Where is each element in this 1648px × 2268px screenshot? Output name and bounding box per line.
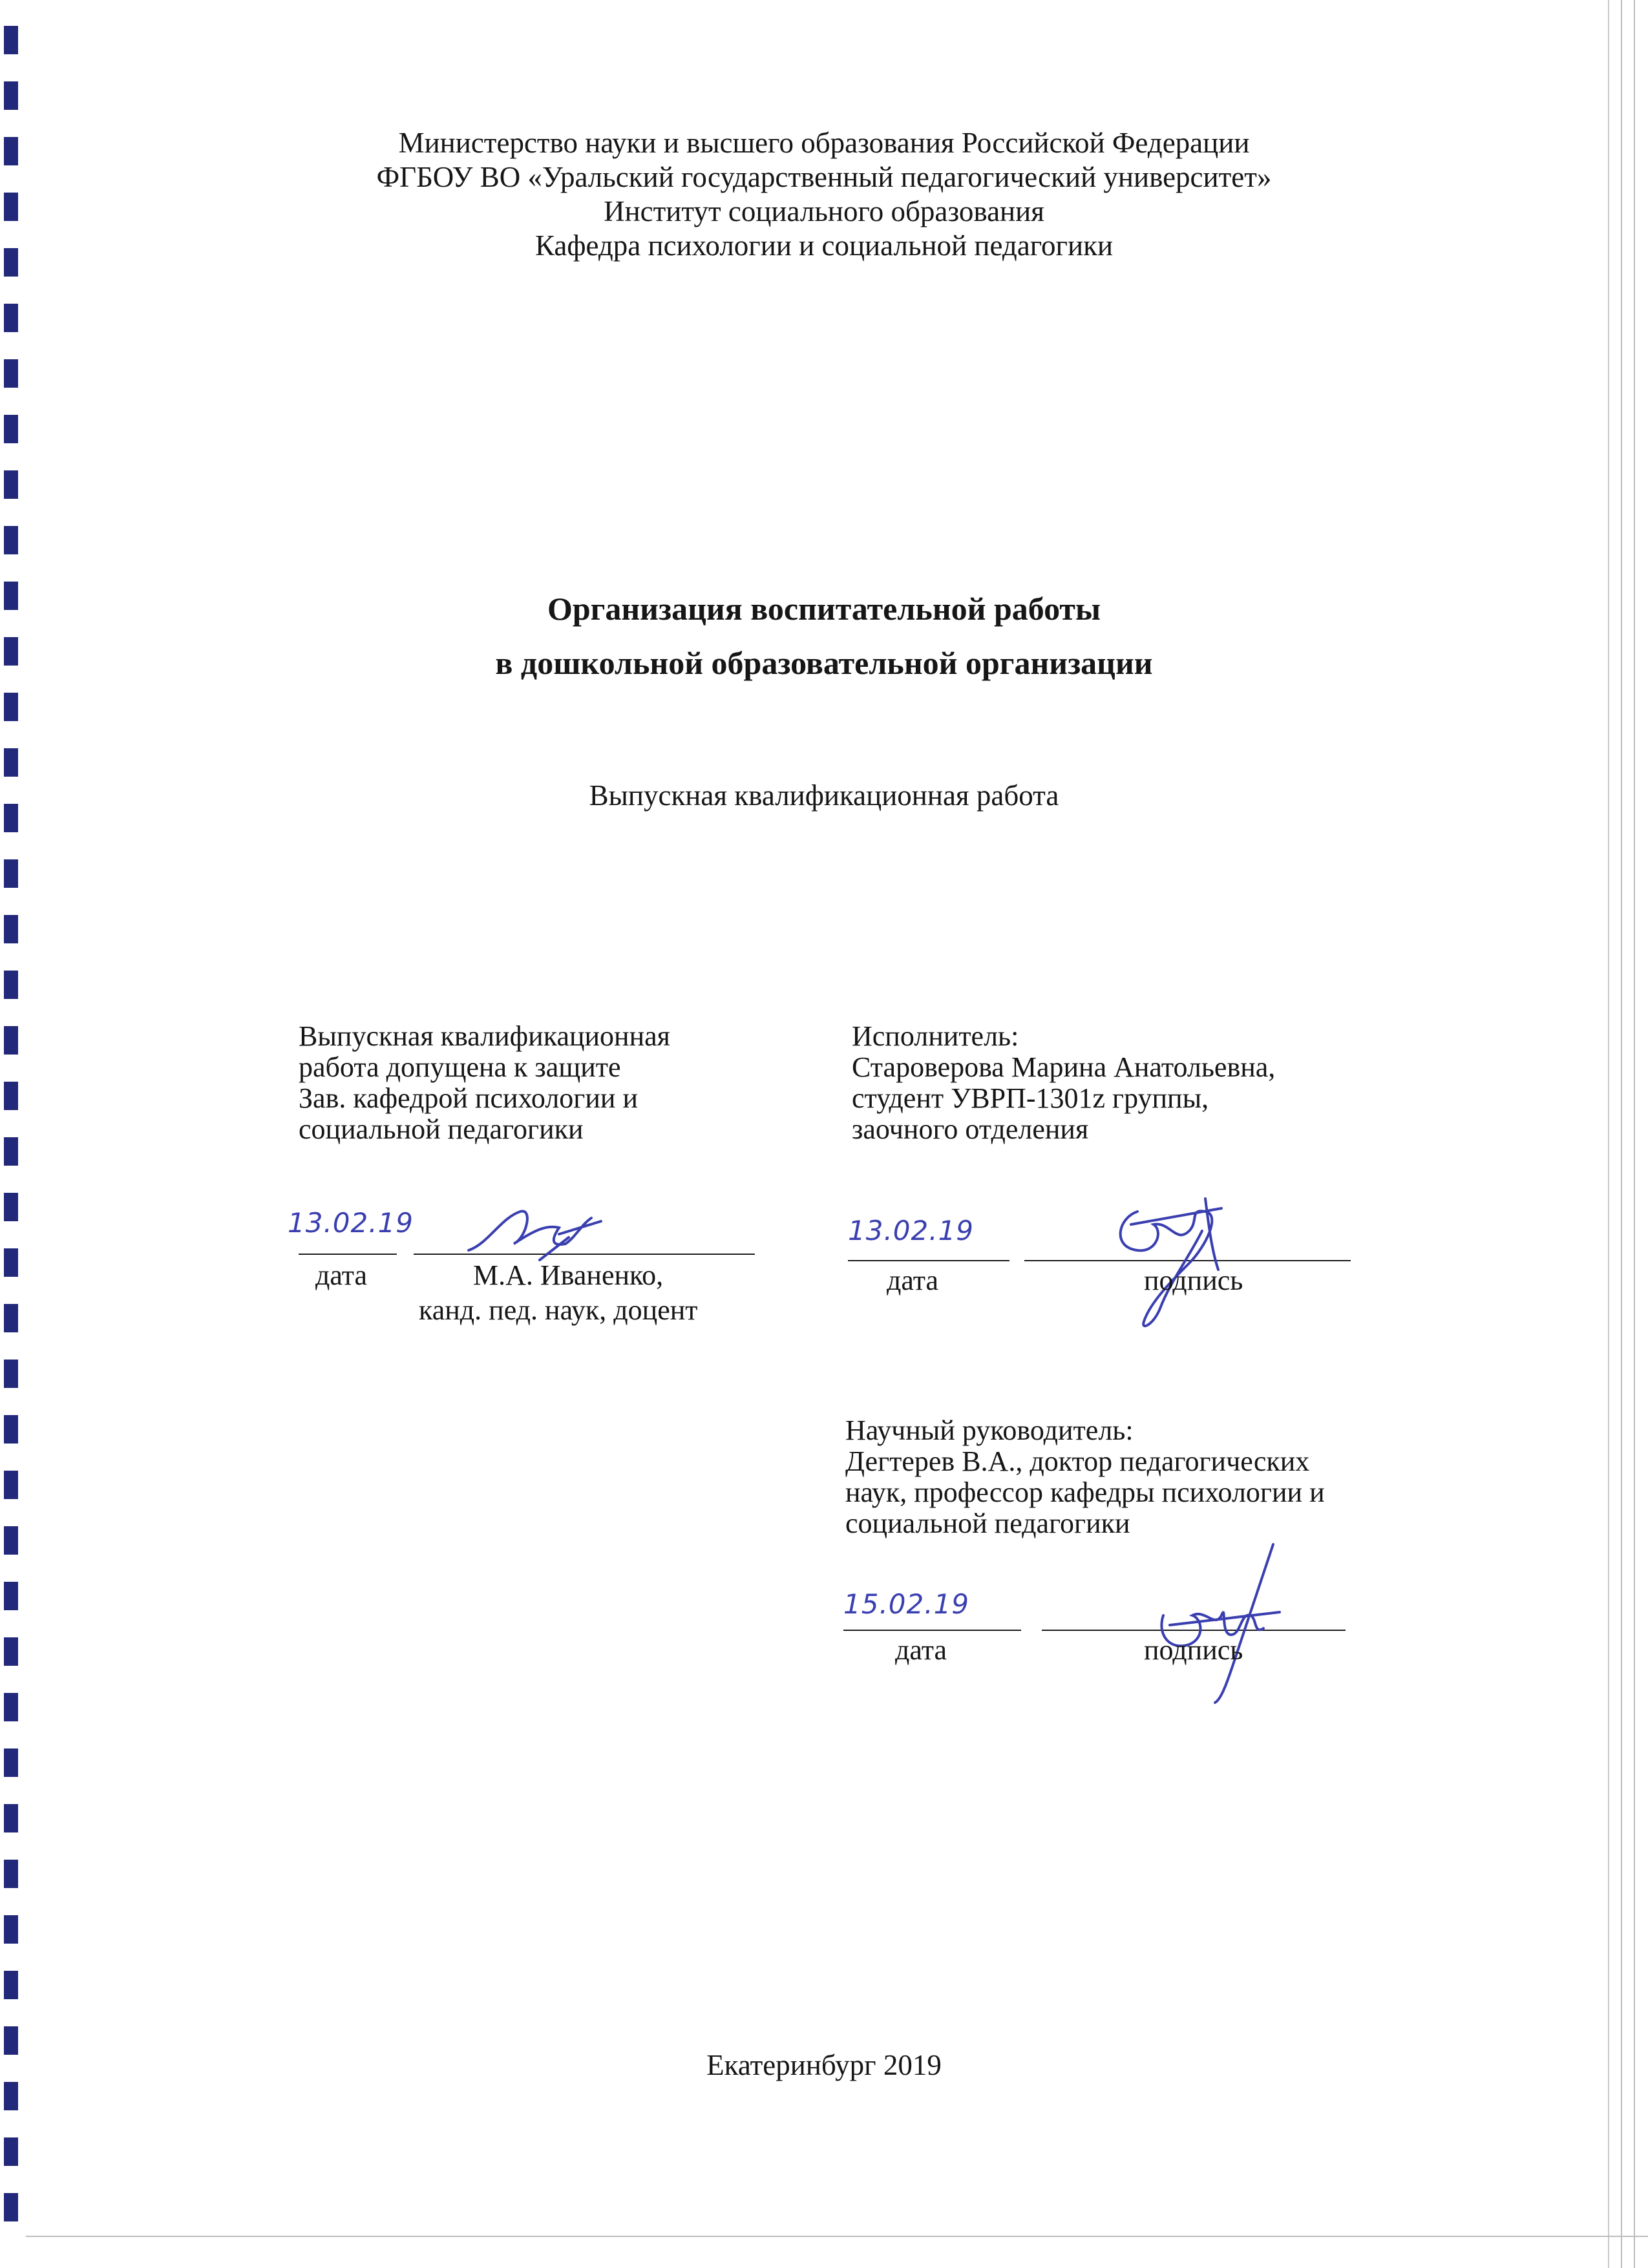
supervisor-date-rule <box>843 1630 1021 1631</box>
binding-hole <box>4 1415 18 1444</box>
binding-hole <box>4 26 18 54</box>
binding-hole <box>4 2137 18 2166</box>
supervisor-date-handwritten: 15.02.19 <box>843 1588 970 1620</box>
executor-line-1: Староверова Марина Анатольевна, <box>852 1051 1276 1083</box>
supervisor-line-3: социальной педагогики <box>845 1507 1130 1539</box>
binding-hole <box>4 971 18 999</box>
binding-hole <box>4 1082 18 1110</box>
binding-hole <box>4 1304 18 1332</box>
admission-line-3: Зав. кафедрой психологии и <box>299 1082 638 1114</box>
executor-signature-label: подпись <box>1144 1265 1243 1296</box>
binding-hole <box>4 1804 18 1832</box>
header-university: ФГБОУ ВО «Уральский государственный педагогический университет» <box>376 161 1272 193</box>
binding-hole <box>4 1248 18 1277</box>
admission-block <box>299 1021 670 1145</box>
binding-hole <box>4 1582 18 1610</box>
binding-hole <box>4 693 18 721</box>
binding-hole <box>4 1026 18 1055</box>
supervisor-date-label: дата <box>895 1634 947 1666</box>
binding-hole <box>4 1637 18 1666</box>
header-institute: Институт социального образования <box>604 195 1044 227</box>
binding-hole <box>4 359 18 388</box>
supervisor-heading: Научный руководитель: <box>845 1414 1134 1446</box>
binding-hole <box>4 1360 18 1388</box>
executor-signature <box>1092 1186 1247 1341</box>
binding-hole <box>4 1860 18 1888</box>
binding-hole <box>4 1471 18 1499</box>
work-type: Выпускная квалификационная работа <box>589 779 1059 812</box>
admission-name: М.А. Иваненко, <box>473 1259 664 1291</box>
thesis-title <box>0 582 1648 690</box>
executor-block <box>852 1021 1275 1145</box>
admission-degree: канд. пед. наук, доцент <box>419 1294 698 1326</box>
binding-hole <box>4 1748 18 1777</box>
binding-hole <box>4 1693 18 1721</box>
page-edge-right <box>1608 0 1648 2268</box>
header-ministry: Министерство науки и высшего образования Российской Федерации <box>398 127 1250 159</box>
title-line-2: в дошкольной образовательной организации <box>495 645 1153 681</box>
binding-hole <box>4 415 18 443</box>
binding-hole <box>4 470 18 499</box>
page-edge-bottom <box>26 2236 1648 2268</box>
title-line-1: Организация воспитательной работы <box>547 591 1101 627</box>
binding-hole <box>4 748 18 777</box>
binding-hole <box>4 304 18 332</box>
binding-hole <box>4 81 18 110</box>
binding-hole <box>4 1971 18 1999</box>
supervisor-block <box>845 1415 1325 1539</box>
executor-date-rule <box>848 1260 1009 1261</box>
binding-hole <box>4 526 18 554</box>
binding-hole <box>4 2082 18 2110</box>
binding-hole <box>4 1915 18 1944</box>
header-department: Кафедра психологии и социальной педагогики <box>534 229 1114 262</box>
supervisor-signature-label: подпись <box>1144 1634 1243 1666</box>
binding-hole <box>4 1193 18 1221</box>
executor-date-label: дата <box>887 1265 939 1296</box>
binding-hole <box>4 1137 18 1166</box>
executor-line-2: студент УВРП-1301z группы, <box>852 1082 1209 1114</box>
institution-header <box>0 126 1648 263</box>
supervisor-line-1: Дегтерев В.А., доктор педагогических <box>845 1445 1310 1477</box>
executor-date-handwritten: 13.02.19 <box>848 1215 975 1246</box>
executor-line-3: заочного отделения <box>852 1113 1089 1145</box>
admission-date-handwritten: 13.02.19 <box>288 1207 414 1239</box>
city-year-footer: Екатеринбург 2019 <box>706 2049 942 2081</box>
admission-date-rule <box>299 1254 397 1255</box>
binding-hole <box>4 915 18 943</box>
binding-hole <box>4 2193 18 2221</box>
admission-line-4: социальной педагогики <box>299 1113 584 1145</box>
supervisor-signature <box>1144 1538 1293 1706</box>
admission-date-label: дата <box>315 1259 368 1291</box>
admission-line-1: Выпускная квалификационная <box>299 1020 670 1052</box>
supervisor-line-2: наук, профессор кафедры психологии и <box>845 1476 1325 1508</box>
executor-heading: Исполнитель: <box>852 1020 1019 1052</box>
binding-hole <box>4 1526 18 1555</box>
binding-hole <box>4 859 18 888</box>
binding-edge <box>0 0 28 2268</box>
admission-line-2: работа допущена к защите <box>299 1051 621 1083</box>
